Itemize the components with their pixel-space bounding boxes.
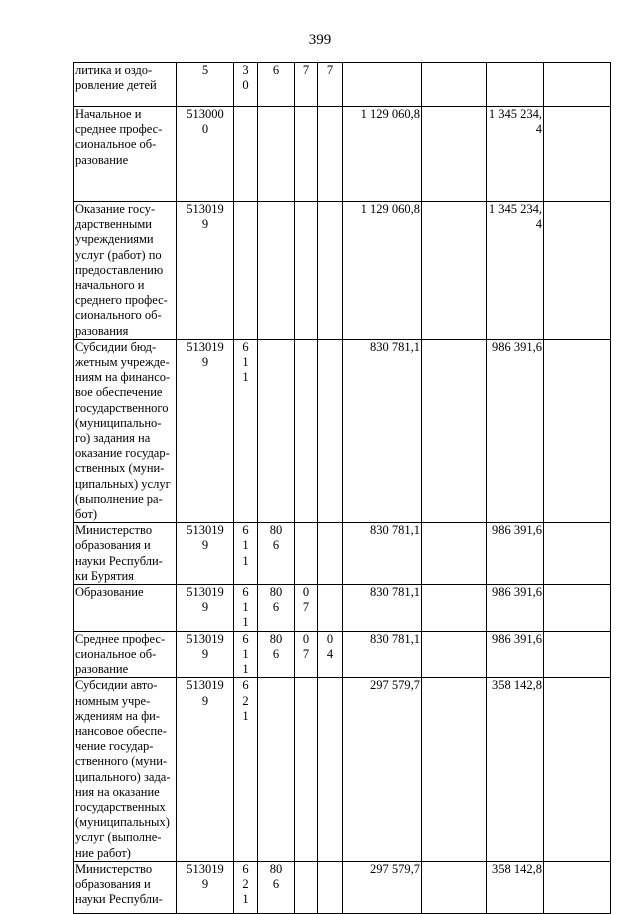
row-amount1-cell: 1 129 060,8 <box>343 107 422 202</box>
row-empty-cell <box>422 107 487 202</box>
row-amount2-cell: 358 142,8 <box>487 678 544 861</box>
row-col4-cell: 7 <box>318 63 343 107</box>
table-row <box>74 523 611 585</box>
row-amount1-cell: 830 781,1 <box>343 585 422 632</box>
row-col2-cell <box>258 107 295 202</box>
row-empty-cell <box>544 339 611 522</box>
table-row <box>74 631 611 678</box>
row-col4-cell <box>318 107 343 202</box>
row-col1-cell <box>234 107 258 202</box>
table-row <box>74 585 611 632</box>
row-code-cell: 513019 9 <box>177 202 234 340</box>
table-row <box>74 202 611 340</box>
row-col3-cell <box>295 861 318 913</box>
row-col3-cell <box>295 202 318 340</box>
row-empty-cell <box>544 202 611 340</box>
table-body <box>74 63 611 914</box>
row-empty-cell <box>422 861 487 913</box>
row-col1-cell <box>234 202 258 340</box>
row-col1-cell: 6 1 1 <box>234 339 258 522</box>
row-col3-cell <box>295 523 318 585</box>
row-col3-cell: 0 7 <box>295 631 318 678</box>
row-amount1-cell: 830 781,1 <box>343 339 422 522</box>
row-col3-cell <box>295 339 318 522</box>
row-col1-cell: 6 2 1 <box>234 678 258 861</box>
row-empty-cell <box>422 631 487 678</box>
table-row <box>74 678 611 861</box>
row-amount2-cell: 986 391,6 <box>487 339 544 522</box>
row-col4-cell <box>318 585 343 632</box>
page-number: 399 <box>308 32 332 48</box>
row-name-cell: литика и оздо- ровление детей <box>74 63 177 107</box>
row-code-cell: 513019 9 <box>177 585 234 632</box>
row-col2-cell <box>258 678 295 861</box>
row-col1-cell: 6 2 1 <box>234 861 258 913</box>
row-empty-cell <box>422 339 487 522</box>
row-amount1-cell: 297 579,7 <box>343 861 422 913</box>
table-row <box>74 107 611 202</box>
row-col3-cell: 7 <box>295 63 318 107</box>
row-col4-cell <box>318 202 343 340</box>
row-col2-cell: 80 6 <box>258 585 295 632</box>
row-col2-cell <box>258 202 295 340</box>
row-name-cell: Образование <box>74 585 177 632</box>
row-col3-cell: 0 7 <box>295 585 318 632</box>
row-amount1-cell: 1 129 060,8 <box>343 202 422 340</box>
row-name-cell: Оказание госу- дарственными учреждениями услуг (работ) по предоставлению начального и среднего профес- сионального об- разования <box>74 202 177 340</box>
row-empty-cell <box>544 63 611 107</box>
row-col1-cell: 6 1 1 <box>234 631 258 678</box>
row-amount1-cell: 830 781,1 <box>343 631 422 678</box>
row-code-cell: 513000 0 <box>177 107 234 202</box>
row-name-cell: Начальное и среднее профес- сиональное об- разование <box>74 107 177 202</box>
row-amount2-cell: 986 391,6 <box>487 585 544 632</box>
table-row <box>74 63 611 107</box>
row-code-cell: 513019 9 <box>177 339 234 522</box>
row-col1-cell: 3 0 <box>234 63 258 107</box>
row-amount2-cell: 986 391,6 <box>487 631 544 678</box>
row-col3-cell <box>295 107 318 202</box>
row-name-cell: Субсидии бюд- жетным учрежде- ниям на финансо- вое обеспечение государственного (муниципально- го) задания на оказание государ- ственных (муни- ципальных) услуг (выполнение ра- бот) <box>74 339 177 522</box>
row-col4-cell <box>318 678 343 861</box>
row-code-cell: 513019 9 <box>177 861 234 913</box>
row-col1-cell: 6 1 1 <box>234 523 258 585</box>
row-col2-cell: 6 <box>258 63 295 107</box>
row-code-cell: 513019 9 <box>177 523 234 585</box>
row-col4-cell: 0 4 <box>318 631 343 678</box>
budget-table <box>73 62 611 914</box>
row-code-cell: 513019 9 <box>177 678 234 861</box>
row-empty-cell <box>422 63 487 107</box>
row-empty-cell <box>422 523 487 585</box>
row-empty-cell <box>422 202 487 340</box>
row-empty-cell <box>544 861 611 913</box>
row-empty-cell <box>544 585 611 632</box>
row-amount2-cell: 986 391,6 <box>487 523 544 585</box>
row-name-cell: Субсидии авто- номным учре- ждениям на фи- нансовое обеспе- чение государ- ственного (муни- ципального) зада- ния на оказание государственных (муниципальных) услуг (выполне- ние работ) <box>74 678 177 861</box>
row-name-cell: Министерство образования и науки Республи- <box>74 861 177 913</box>
row-col2-cell: 80 6 <box>258 861 295 913</box>
row-amount2-cell: 1 345 234, 4 <box>487 202 544 340</box>
table-row <box>74 861 611 913</box>
row-empty-cell <box>422 678 487 861</box>
row-col4-cell <box>318 339 343 522</box>
row-empty-cell <box>544 523 611 585</box>
row-code-cell: 5 <box>177 63 234 107</box>
row-amount2-cell <box>487 63 544 107</box>
row-name-cell: Министерство образования и науки Республи- ки Бурятия <box>74 523 177 585</box>
row-empty-cell <box>544 107 611 202</box>
row-empty-cell <box>544 678 611 861</box>
row-name-cell: Среднее профес- сиональное об- разование <box>74 631 177 678</box>
table-row <box>74 339 611 522</box>
row-amount1-cell: 830 781,1 <box>343 523 422 585</box>
row-col4-cell <box>318 861 343 913</box>
row-empty-cell <box>422 585 487 632</box>
row-col2-cell <box>258 339 295 522</box>
row-code-cell: 513019 9 <box>177 631 234 678</box>
row-amount1-cell: 297 579,7 <box>343 678 422 861</box>
row-col2-cell: 80 6 <box>258 631 295 678</box>
row-empty-cell <box>544 631 611 678</box>
row-col3-cell <box>295 678 318 861</box>
row-col2-cell: 80 6 <box>258 523 295 585</box>
row-amount1-cell <box>343 63 422 107</box>
row-col4-cell <box>318 523 343 585</box>
row-amount2-cell: 358 142,8 <box>487 861 544 913</box>
row-amount2-cell: 1 345 234, 4 <box>487 107 544 202</box>
row-col1-cell: 6 1 1 <box>234 585 258 632</box>
